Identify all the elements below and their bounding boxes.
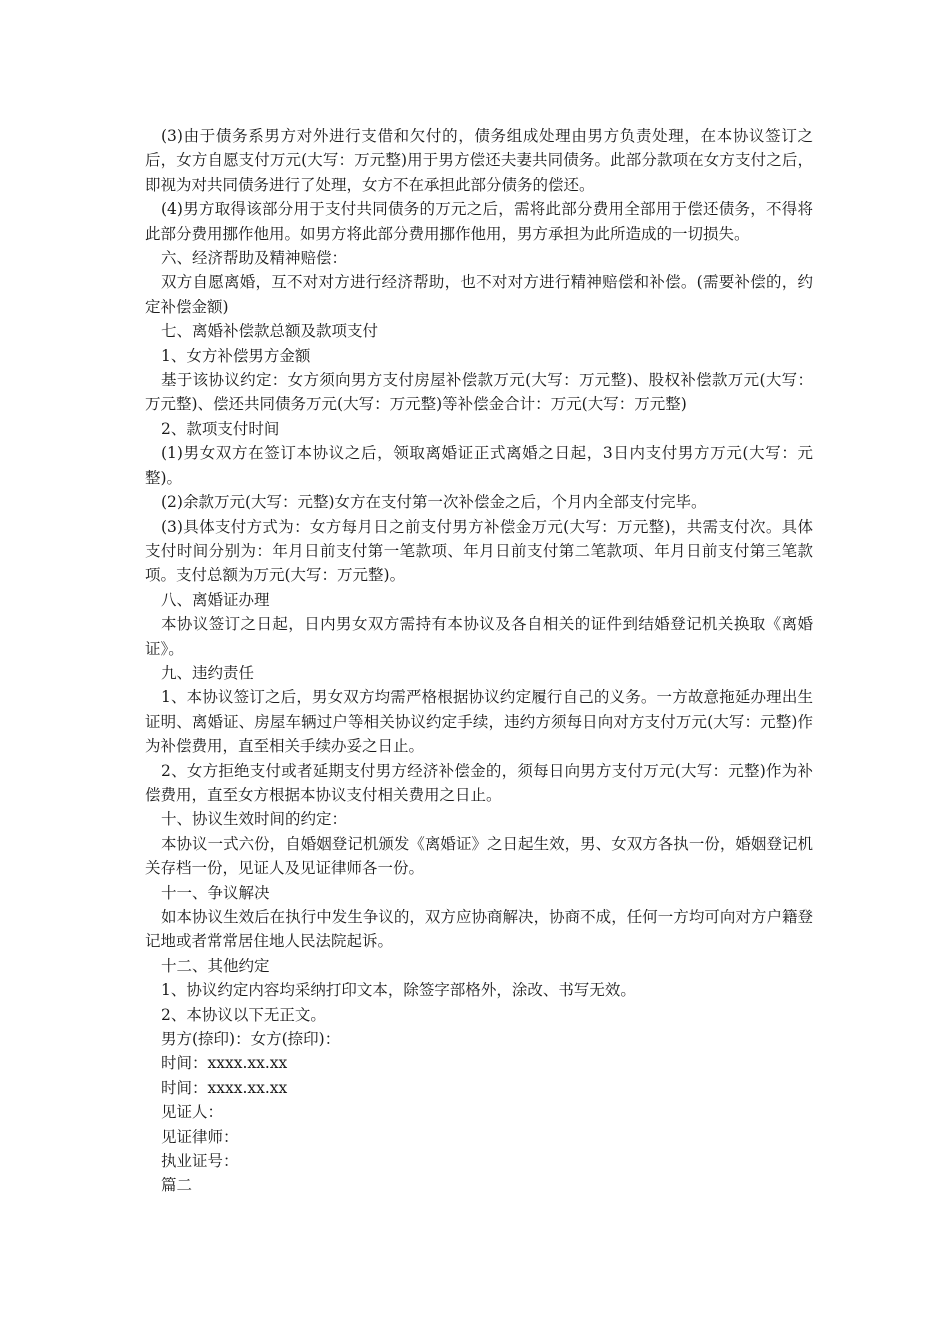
clause-other-2: 2、本协议以下无正文。	[161, 1005, 326, 1024]
clause-divorce-certificate: 本协议签订之日起，日内男女双方需持有本协议及各自相关的证件到结婚登记机关换取《离婚证》。	[145, 615, 813, 658]
next-section-label: 篇二	[161, 1176, 193, 1195]
signature-date-2: 时间：xxxx.xx.xx	[161, 1078, 288, 1097]
clause-other-1: 1、协议约定内容均采纳打印文本，除签字部格外，涂改、书写无效。	[161, 981, 636, 1000]
section-heading-10: 十、协议生效时间的约定：	[161, 810, 348, 829]
section-heading-12: 十二、其他约定	[161, 956, 270, 975]
clause-payment-2: (2)余款万元(大写：元整)女方在支付第一次补偿金之后，个月内全部支付完毕。	[161, 493, 707, 512]
clause-breach-1: 1、本协议签订之后，男女双方均需严格根据协议约定履行自己的义务。一方故意拖延办理出生证明、离婚证、房屋车辆过户等相关协议约定手续，违约方须每日向对方支付万元(大写：元整)作为补偿费用，直至相关手续办妥之日止。	[145, 688, 813, 756]
clause-economic-help: 双方自愿离婚，互不对对方进行经济帮助，也不对对方进行精神赔偿和补偿。(需要补偿的，约定补偿金额)	[145, 273, 813, 316]
section-heading-6: 六、经济帮助及精神赔偿：	[161, 249, 348, 268]
clause-payment-1: (1)男女双方在签订本协议之后，领取离婚证正式离婚之日起，3日内支付男方万元(大写：元整)。	[145, 444, 813, 487]
document-body	[145, 124, 813, 1198]
signature-license-number: 执业证号：	[161, 1152, 239, 1171]
section-heading-8: 八、离婚证办理	[161, 590, 270, 609]
section-heading-9: 九、违约责任	[161, 663, 255, 682]
subheading-payment-time: 2、款项支付时间	[161, 419, 280, 438]
signature-witness-lawyer: 见证律师：	[161, 1127, 239, 1146]
signature-witness: 见证人：	[161, 1103, 224, 1122]
clause-dispute-resolution: 如本协议生效后在执行中发生争议的，双方应协商解决，协商不成，任何一方均可向对方户籍登记地或者常常居住地人民法院起诉。	[145, 908, 813, 951]
section-heading-11: 十一、争议解决	[161, 883, 270, 902]
subheading-compensation-amount: 1、女方补偿男方金额	[161, 346, 311, 365]
signature-date-1: 时间：xxxx.xx.xx	[161, 1054, 288, 1073]
clause-compensation-total: 基于该协议约定：女方须向男方支付房屋补偿款万元(大写：万元整)、股权补偿款万元(大写：万元整)、偿还共同债务万元(大写：万元整)等补偿金合计：万元(大写：万元整)	[145, 371, 813, 414]
clause-payment-3: (3)具体支付方式为：女方每月日之前支付男方补偿金万元(大写：万元整)，共需支付次。具体支付时间分别为：年月日前支付第一笔款项、年月日前支付第二笔款项、年月日前支付第三笔款项。支付总额为万元(大写：万元整)。	[145, 517, 813, 585]
clause-breach-2: 2、女方拒绝支付或者延期支付男方经济补偿金的，须每日向男方支付万元(大写：元整)作为补偿费用，直至女方根据本协议支付相关费用之日止。	[145, 761, 813, 804]
section-heading-7: 七、离婚补偿款总额及款项支付	[161, 322, 379, 341]
clause-effective-time: 本协议一式六份，自婚姻登记机颁发《离婚证》之日起生效，男、女双方各执一份，婚姻登记机关存档一份，见证人及见证律师各一份。	[145, 834, 813, 878]
clause-debt-3: (3)由于债务系男方对外进行支借和欠付的，债务组成处理由男方负责处理，在本协议签订之后，女方自愿支付万元(大写：万元整)用于男方偿还夫妻共同债务。此部分款项在女方支付之后，即视为对共同债务进行了处理，女方不在承担此部分债务的偿还。	[145, 127, 813, 194]
signature-line-parties: 男方(捺印)：女方(捺印)：	[161, 1030, 341, 1049]
clause-debt-4: (4)男方取得该部分用于支付共同债务的万元之后，需将此部分费用全部用于偿还债务，不得将此部分费用挪作他用。如男方将此部分费用挪作他用，男方承担为此所造成的一切损失。	[145, 200, 813, 243]
